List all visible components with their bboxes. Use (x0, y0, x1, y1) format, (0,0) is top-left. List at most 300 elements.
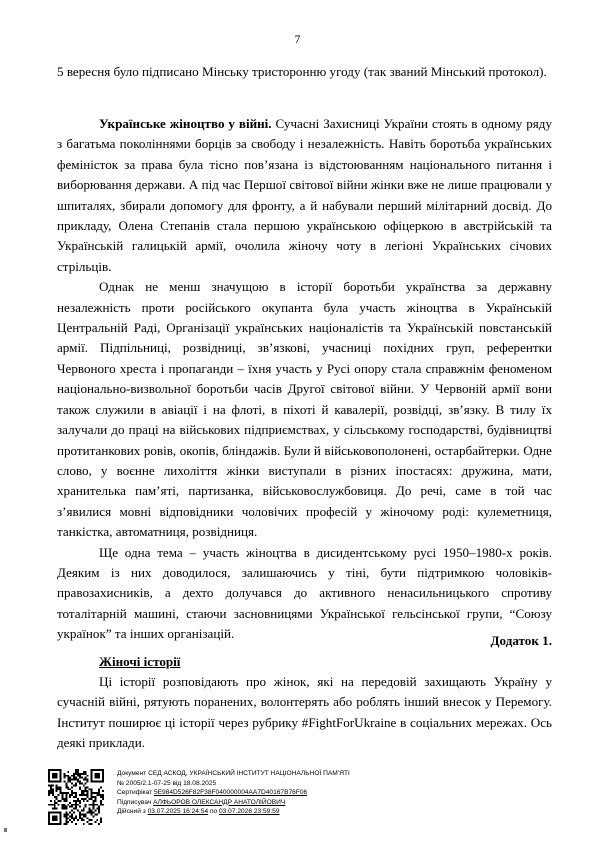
qr-module (85, 771, 87, 773)
qr-module (65, 783, 67, 785)
qr-module (48, 777, 50, 779)
qr-module (48, 775, 50, 777)
qr-module (81, 794, 83, 796)
qr-module (52, 773, 54, 775)
qr-module (90, 810, 92, 812)
qr-module (102, 794, 104, 796)
qr-module (87, 800, 89, 802)
qr-module (94, 777, 96, 779)
qr-module (77, 810, 79, 812)
qr-module (52, 781, 54, 783)
qr-module (79, 794, 81, 796)
qr-module (87, 779, 89, 781)
qr-module (50, 811, 52, 813)
qr-module (63, 773, 65, 775)
qr-module (89, 798, 91, 800)
qr-module (67, 804, 69, 806)
qr-module (83, 790, 85, 792)
qr-module (54, 773, 56, 775)
qr-module (90, 769, 92, 771)
qr-module (90, 813, 92, 815)
qr-module (62, 804, 64, 806)
qr-module (56, 777, 58, 779)
qr-module (56, 788, 58, 790)
qr-module (52, 808, 54, 810)
qr-module (92, 792, 94, 794)
qr-module (90, 779, 92, 781)
qr-module (71, 810, 73, 812)
qr-module (94, 773, 96, 775)
qr-module (96, 775, 98, 777)
qr-module (56, 781, 58, 783)
qr-module (89, 811, 91, 813)
qr-module (67, 777, 69, 779)
qr-module (52, 775, 54, 777)
qr-module (63, 781, 65, 783)
stamp-document-line: Документ СЕД АСКОД, УКРАЇНСЬКИЙ ІНСТИТУТ НАЦІОНАЛЬНОЇ ПАМ’ЯТІ (117, 770, 350, 777)
qr-module (75, 800, 77, 802)
qr-module (63, 798, 65, 800)
qr-module (85, 779, 87, 781)
qr-module (100, 804, 102, 806)
qr-module (48, 823, 50, 825)
qr-module (54, 775, 56, 777)
qr-module (79, 813, 81, 815)
qr-module (73, 800, 75, 802)
qr-module (67, 786, 69, 788)
qr-module (65, 800, 67, 802)
qr-module (69, 802, 71, 804)
qr-module (85, 804, 87, 806)
qr-module (67, 821, 69, 823)
qr-module (89, 819, 91, 821)
paragraph-body: Сучасні Захисниці України стоять в одному ряду з багатьма поколіннями борців за свободу і незалежність. Навіть боротьба українських феміністок за права була тісно пов’язана із відстоюванням національного питання і виборювання держави. А під час Першої світової війни жінки вже не лише працювали у шпиталях, збирали допомогу для фронту, а й набували перший мілітарний досвід. До прикладу, Олена Степанів стала першою українською офіцеркою в австрійській та Українській галицькій армії, очолила жіночу чоту в легіоні Українських січових стрільців. (57, 116, 552, 274)
qr-module (83, 798, 85, 800)
body-top (57, 62, 552, 82)
qr-module (102, 775, 104, 777)
qr-module (50, 790, 52, 792)
qr-module (98, 823, 100, 825)
qr-module (71, 786, 73, 788)
qr-module (60, 771, 62, 773)
qr-module (98, 794, 100, 796)
qr-module (58, 823, 60, 825)
qr-module (94, 796, 96, 798)
qr-module (60, 811, 62, 813)
qr-module (81, 792, 83, 794)
qr-module (83, 810, 85, 812)
qr-module (98, 781, 100, 783)
qr-module (56, 808, 58, 810)
qr-module (100, 802, 102, 804)
qr-module (62, 806, 64, 808)
qr-module (56, 775, 58, 777)
qr-module (83, 808, 85, 810)
qr-module (87, 775, 89, 777)
qr-module (54, 819, 56, 821)
qr-module (54, 781, 56, 783)
qr-module (96, 781, 98, 783)
qr-module (60, 781, 62, 783)
qr-module (100, 800, 102, 802)
qr-module (81, 813, 83, 815)
qr-module (73, 796, 75, 798)
qr-module (73, 784, 75, 786)
qr-module (90, 811, 92, 813)
qr-module (48, 817, 50, 819)
qr-module (54, 823, 56, 825)
qr-module (65, 784, 67, 786)
qr-module (87, 796, 89, 798)
section-heading: Жіночі історії (99, 654, 181, 669)
qr-module (90, 819, 92, 821)
qr-module (63, 777, 65, 779)
qr-module (94, 810, 96, 812)
qr-module (58, 800, 60, 802)
qr-module (94, 769, 96, 771)
qr-module (96, 777, 98, 779)
qr-module (67, 788, 69, 790)
qr-module (92, 808, 94, 810)
qr-module (71, 790, 73, 792)
qr-module (96, 819, 98, 821)
qr-module (52, 788, 54, 790)
qr-module (73, 811, 75, 813)
qr-module (90, 790, 92, 792)
qr-module (48, 815, 50, 817)
qr-module (65, 794, 67, 796)
qr-module (77, 779, 79, 781)
qr-module (54, 815, 56, 817)
qr-module (81, 810, 83, 812)
qr-module (67, 792, 69, 794)
qr-module (65, 811, 67, 813)
valid-from: 03.07.2025 16:24:54 (147, 808, 209, 816)
qr-module (73, 804, 75, 806)
qr-module (65, 808, 67, 810)
body-bottom (57, 672, 552, 754)
qr-module (56, 819, 58, 821)
qr-module (60, 790, 62, 792)
qr-module (87, 811, 89, 813)
qr-module (52, 817, 54, 819)
qr-module (56, 790, 58, 792)
qr-module (56, 798, 58, 800)
qr-module (73, 808, 75, 810)
qr-module (65, 815, 67, 817)
qr-module (65, 796, 67, 798)
qr-module (96, 769, 98, 771)
qr-module (54, 811, 56, 813)
qr-module (77, 798, 79, 800)
qr-module (71, 806, 73, 808)
qr-module (87, 817, 89, 819)
qr-module (87, 781, 89, 783)
qr-module (73, 773, 75, 775)
qr-module (85, 806, 87, 808)
qr-module (90, 775, 92, 777)
stamp-signer-line: Підписувач АЛФЬОРОВ ОЛЕКСАНДР АНАТОЛІЙОВИЧ (117, 798, 286, 806)
qr-module (56, 802, 58, 804)
qr-module (100, 821, 102, 823)
qr-module (75, 802, 77, 804)
qr-module (90, 781, 92, 783)
qr-module (69, 796, 71, 798)
qr-module (100, 781, 102, 783)
qr-module (73, 777, 75, 779)
qr-module (48, 781, 50, 783)
qr-module (83, 779, 85, 781)
qr-module (50, 792, 52, 794)
qr-module (83, 792, 85, 794)
qr-module (50, 804, 52, 806)
qr-module (69, 788, 71, 790)
qr-module (102, 781, 104, 783)
qr-module (77, 775, 79, 777)
qr-module (81, 790, 83, 792)
qr-module (92, 804, 94, 806)
qr-module (90, 794, 92, 796)
qr-module (73, 775, 75, 777)
qr-module (67, 775, 69, 777)
qr-module (67, 779, 69, 781)
qr-module (60, 815, 62, 817)
qr-module (79, 817, 81, 819)
qr-module (102, 777, 104, 779)
qr-module (75, 773, 77, 775)
qr-module (56, 823, 58, 825)
qr-module (60, 786, 62, 788)
qr-module (83, 823, 85, 825)
qr-module (54, 808, 56, 810)
qr-module (75, 815, 77, 817)
paragraph-dissidents: Ще одна тема – участь жіноцтва в дисидентському русі 1950–1980-х років. Деяким із них доводилося, залишаючись у тіні, бути підтримкою чоловіків-правозахисників, а дехто долучався до активного ненасильницького спротиву тоталітарній машині, стаючи засновницями Української гельсінської групи, “Союзу українок” та інших організацій. (57, 544, 552, 642)
qr-module (50, 784, 52, 786)
qr-module (102, 771, 104, 773)
qr-module (71, 817, 73, 819)
qr-module (79, 775, 81, 777)
qr-module (50, 800, 52, 802)
signature-stamp (117, 769, 447, 817)
qr-module (90, 796, 92, 798)
qr-module (100, 817, 102, 819)
qr-module (52, 784, 54, 786)
qr-module (65, 786, 67, 788)
qr-module (54, 769, 56, 771)
qr-module (73, 792, 75, 794)
qr-module (87, 792, 89, 794)
qr-module (79, 800, 81, 802)
qr-module (92, 815, 94, 817)
qr-module (81, 783, 83, 785)
qr-module (87, 821, 89, 823)
qr-module (60, 773, 62, 775)
qr-module (94, 821, 96, 823)
qr-module (79, 802, 81, 804)
qr-module (90, 804, 92, 806)
paragraph-women-in-war (57, 114, 552, 277)
qr-module (69, 815, 71, 817)
qr-module (75, 784, 77, 786)
qr-module (63, 808, 65, 810)
qr-module (60, 792, 62, 794)
qr-module (75, 779, 77, 781)
qr-module (75, 769, 77, 771)
qr-module (87, 786, 89, 788)
qr-module (52, 823, 54, 825)
qr-module (83, 819, 85, 821)
qr-module (83, 800, 85, 802)
qr-module (50, 788, 52, 790)
qr-module (48, 792, 50, 794)
qr-module (100, 786, 102, 788)
qr-module (48, 771, 50, 773)
qr-module (63, 775, 65, 777)
valid-to: 03.07.2026 23:59:59 (219, 808, 280, 816)
qr-module (100, 794, 102, 796)
qr-module (56, 811, 58, 813)
qr-module (50, 781, 52, 783)
qr-module (63, 792, 65, 794)
qr-module (94, 798, 96, 800)
qr-module (65, 821, 67, 823)
qr-module (92, 806, 94, 808)
qr-module (60, 769, 62, 771)
qr-module (102, 773, 104, 775)
qr-module (67, 771, 69, 773)
qr-module (58, 811, 60, 813)
qr-module (92, 802, 94, 804)
qr-module (96, 813, 98, 815)
qr-module (92, 811, 94, 813)
paragraph-independence: Однак не менш значущою в історії боротьби українства за державну незалежність проти російського окупанта була участь жіноцтва в Українській Центральній Раді, Організації українських націоналістів та Українській повстанській армії. Підпільниці, розвідниці, зв’язкові, учасниці похідних груп, референтки Червоного хреста і пропаганди – їхня участь у Русі опору стала справжнім феноменом національно-визвольної боротьби часів Другої світової війни. У Червоній армії вони також служили в авіації і на флоті, в піхоті й кавалерії, розвідці, зв’язку. В тилу їх залучали до праці на військових підприємствах, у сільському господарстві, будівництві протитанкових ровів, окопів, бліндажів. Були й військовополонені, остарбайтерки. Одне слово, у воєнне лихоліття жінки виступали в різних іпостасях: дружина, мати, хранителька пам’яті, партизанка, військовослужбовиця. До речі, саме в той час з’явилися мовні відповідники чоловічих професій у жіночому роді: кулеметниця, танкістка, автоматниця, розвідниця. (57, 279, 552, 540)
qr-module (77, 804, 79, 806)
qr-module (58, 786, 60, 788)
qr-module (54, 800, 56, 802)
qr-module (60, 777, 62, 779)
qr-module (81, 777, 83, 779)
qr-module (81, 819, 83, 821)
qr-module (79, 815, 81, 817)
qr-module (60, 788, 62, 790)
qr-module (73, 817, 75, 819)
qr-module (85, 815, 87, 817)
page-number: 7 (294, 34, 301, 46)
qr-module (102, 796, 104, 798)
qr-module (77, 800, 79, 802)
qr-module (90, 771, 92, 773)
qr-module (58, 804, 60, 806)
qr-module (65, 813, 67, 815)
qr-module (94, 800, 96, 802)
qr-module (79, 777, 81, 779)
qr-module (54, 777, 56, 779)
qr-module (62, 794, 64, 796)
qr-module (71, 775, 73, 777)
qr-module (48, 769, 50, 771)
qr-module (62, 808, 64, 810)
qr-module (48, 790, 50, 792)
qr-module (48, 784, 50, 786)
qr-module (50, 823, 52, 825)
qr-module (92, 796, 94, 798)
qr-module (58, 788, 60, 790)
qr-module (85, 786, 87, 788)
qr-module (92, 800, 94, 802)
qr-module (52, 792, 54, 794)
qr-module (85, 813, 87, 815)
stamp-certificate-line: Сертифікат 5E984D526F82F38F040000004AA7D40167B76F06 (117, 789, 308, 797)
qr-module (48, 794, 50, 796)
qr-module (71, 779, 73, 781)
qr-module (54, 804, 56, 806)
qr-module (102, 779, 104, 781)
edge-mark (4, 828, 7, 832)
qr-module (75, 823, 77, 825)
qr-module (90, 798, 92, 800)
qr-module (71, 813, 73, 815)
qr-module (87, 794, 89, 796)
qr-module (79, 786, 81, 788)
qr-module (56, 773, 58, 775)
qr-module (98, 769, 100, 771)
qr-module (77, 819, 79, 821)
qr-module (65, 823, 67, 825)
stamp-validity-line: Дійсний з 03.07.2025 16:24:54 по 03.07.2026 23:59:59 (117, 808, 280, 816)
qr-module (54, 802, 56, 804)
qr-module (90, 788, 92, 790)
qr-module (69, 781, 71, 783)
qr-module (94, 804, 96, 806)
qr-module (52, 777, 54, 779)
qr-module (79, 773, 81, 775)
qr-module (89, 823, 91, 825)
qr-module (85, 790, 87, 792)
qr-module (79, 781, 81, 783)
qr-module (75, 796, 77, 798)
appendix-label: Додаток 1. (490, 633, 552, 648)
qr-module (92, 769, 94, 771)
qr-module (89, 810, 91, 812)
qr-module (69, 779, 71, 781)
qr-module (85, 777, 87, 779)
qr-module (63, 804, 65, 806)
qr-module (81, 798, 83, 800)
qr-module (75, 777, 77, 779)
qr-module (58, 794, 60, 796)
qr-module (62, 796, 64, 798)
qr-module (96, 794, 98, 796)
certificate-value: 5E984D526F82F38F040000004AA7D40167B76F06 (153, 789, 308, 797)
qr-module (75, 804, 77, 806)
qr-module (63, 815, 65, 817)
qr-module (48, 804, 50, 806)
qr-module (96, 808, 98, 810)
qr-module (98, 790, 100, 792)
qr-code (48, 769, 104, 825)
qr-module (96, 773, 98, 775)
qr-module (60, 819, 62, 821)
qr-module (83, 815, 85, 817)
qr-module (79, 783, 81, 785)
qr-module (52, 811, 54, 813)
stamp-number-line: № 2005/2.1-07-25 від 18.08.2025 (117, 779, 217, 787)
qr-module (73, 819, 75, 821)
qr-module (79, 806, 81, 808)
qr-module (52, 815, 54, 817)
qr-module (79, 811, 81, 813)
qr-module (89, 804, 91, 806)
